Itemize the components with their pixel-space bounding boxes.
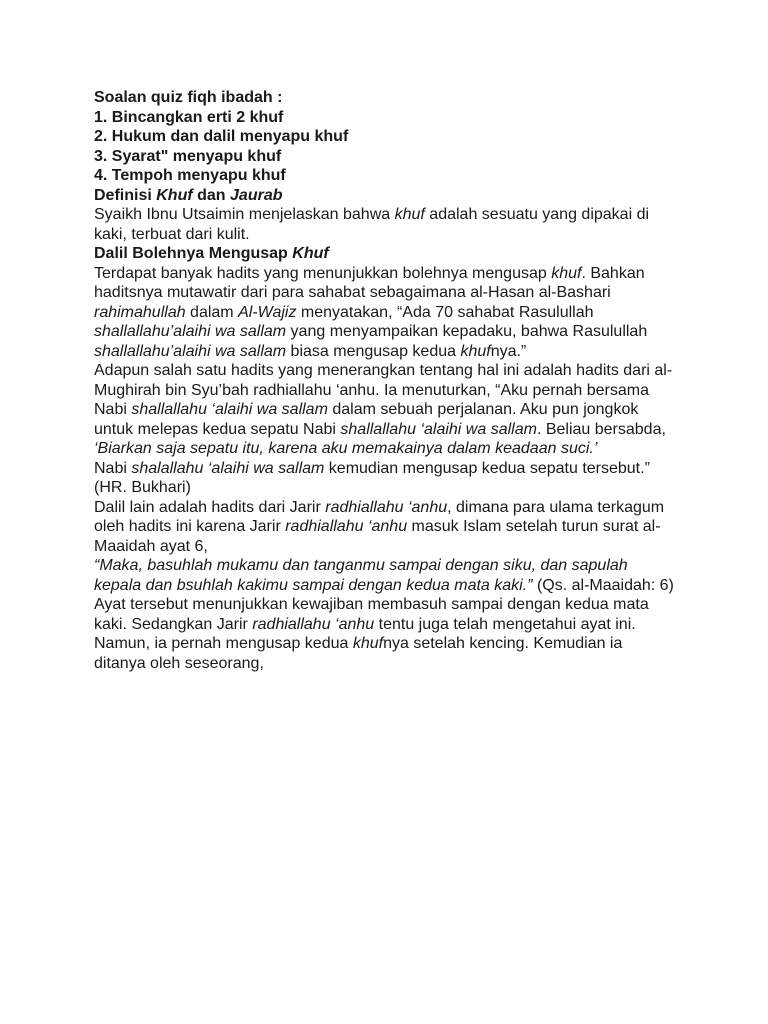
definition-heading: Definisi Khuf dan Jaurab [94, 186, 283, 204]
jarir-paragraph: Dalil lain adalah hadits dari Jarir radhiallahu ‘anhu, dimana para ulama terkagum oleh hadits ini karena Jarir radhiallahu ‘anhu masuk Islam setelah turun surat al-Maaidah ayat 6, [94, 498, 665, 555]
question-3: 3. Syarat" menyapu khuf [94, 147, 282, 165]
quran-quote: “Maka, basuhlah mukamu dan tanganmu sampai dengan siku, dan sapulah kepala dan bsuhlah kakimu sampai dengan kedua mata kaki.” (Qs. al-Maaidah: 6) [94, 557, 674, 594]
mughirah-paragraph: Adapun salah satu hadits yang menerangkan tentang hal ini adalah hadits dari al-Mughirah bin Syu’bah radhiallahu ‘anhu. Ia menuturkan, “Aku pernah bersama Nabi shallallahu ‘alaihi wa sallam dalam sebuah perjalanan. Aku pun jongkok untuk melepas kedua sepatu Nabi shallallahu ‘alaihi wa sallam. Beliau bersabda, [94, 362, 673, 438]
ayat-paragraph: Ayat tersebut menunjukkan kewajiban membasuh sampai dengan kedua mata kaki. Sedangkan Jarir radhiallahu ‘anhu tentu juga telah mengetahui ayat ini. Namun, ia pernah mengusap kedua khufnya setelah kencing. Kemudian ia ditanya oleh seseorang, [94, 596, 649, 672]
question-4: 4. Tempoh menyapu khuf [94, 167, 286, 184]
question-1: 1. Bincangkan erti 2 khuf [94, 108, 284, 126]
bukhari-paragraph: Nabi shalallahu ‘alaihi wa sallam kemudian mengusap kedua sepatu tersebut.” (HR. Bukhari) [94, 459, 650, 496]
document-body [94, 88, 676, 673]
question-2: 2. Hukum dan dalil menyapu khuf [94, 128, 349, 145]
quiz-heading: Soalan quiz fiqh ibadah : [94, 89, 283, 106]
hadith-quote: ‘Biarkan saja sepatu itu, karena aku memakainya dalam keadaan suci.’ [94, 440, 598, 457]
dalil-paragraph: Terdapat banyak hadits yang menunjukkan bolehnya mengusap khuf. Bahkan haditsnya mutawatir dari para sahabat sebagaimana al-Hasan al-Bashari rahimahullah dalam Al-Wajiz menyatakan, “Ada 70 sahabat Rasulullah shallallahu’alaihi wa sallam yang menyampaikan kepadaku, bahwa Rasulullah shallallahu’alaihi wa sallam biasa mengusap kedua khufnya.” [94, 264, 648, 360]
dalil-heading: Dalil Bolehnya Mengusap Khuf [94, 245, 329, 262]
definition-paragraph: Syaikh Ibnu Utsaimin menjelaskan bahwa khuf adalah sesuatu yang dipakai di kaki, terbuat dari kulit. [94, 206, 650, 243]
